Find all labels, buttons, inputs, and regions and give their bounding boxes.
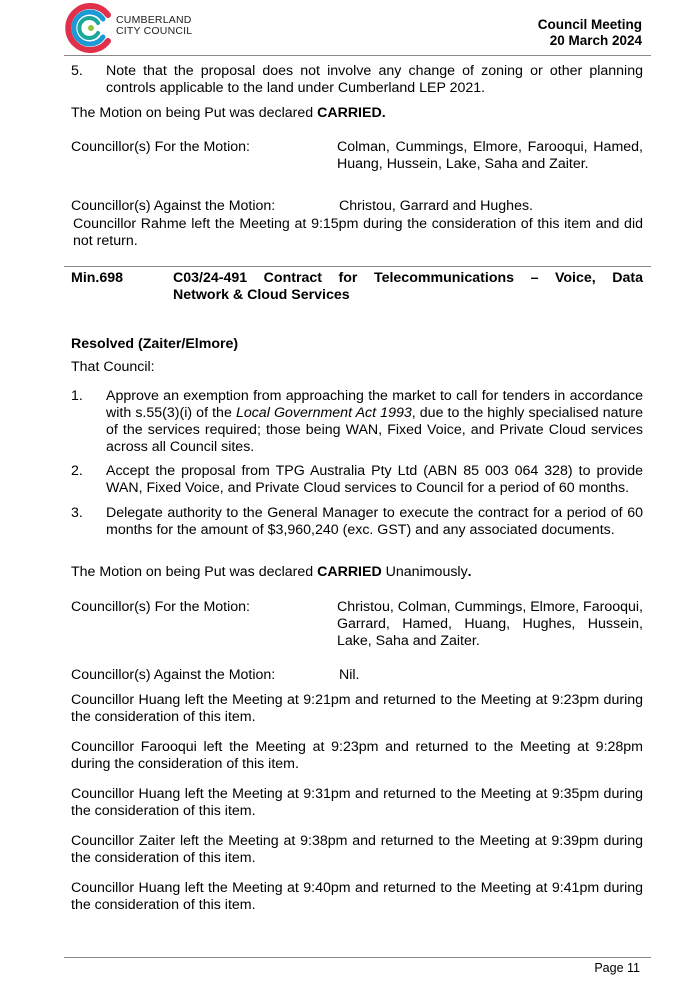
against-motion-names: Nil. [339, 667, 360, 683]
page-number: Page 11 [594, 961, 640, 975]
list-number: 5. [71, 63, 83, 79]
motion-result-suffix: Unanimously [381, 564, 468, 580]
meeting-title: Council Meeting [537, 17, 642, 32]
attendance-note: Councillor Zaiter left the Meeting at 9:38pm and returned to the Meeting at 9:39pm during the consideration of this item. [71, 833, 643, 866]
list-number: 3. [71, 505, 83, 521]
against-motion-label: Councillor(s) Against the Motion: [71, 198, 276, 214]
council-logo-icon [64, 3, 114, 53]
motion-result [71, 105, 386, 122]
against-motion-label: Councillor(s) Against the Motion: [71, 667, 276, 683]
motion-result-end: . [467, 564, 472, 580]
motion-result-prefix: The Motion on being Put was declared [71, 564, 318, 580]
list-number: 2. [71, 463, 83, 479]
list-item-text [106, 388, 643, 456]
that-council: That Council: [71, 359, 155, 375]
motion-result [71, 564, 472, 581]
for-motion-label: Councillor(s) For the Motion: [71, 599, 250, 615]
meeting-date: 20 March 2024 [549, 33, 642, 48]
list-item-text-part: , due to the highly specialised nature of the services required; those being WAN, Fixed Voice, and Private Cloud services across all Council sites. [106, 405, 643, 455]
motion-result-prefix: The Motion on being Put was declared [71, 105, 318, 121]
minute-title-line1: C03/24-491 Contract for Telecommunications – Voice, Data [173, 270, 643, 286]
org-name-line1: CUMBERLAND [116, 14, 192, 26]
list-item-text: Delegate authority to the General Manager to execute the contract for a period of 60 months for the amount of $3,960,240 (exc. GST) and any associated documents. [106, 505, 643, 538]
attendance-note: Councillor Rahme left the Meeting at 9:15pm during the consideration of this item and did not return. [73, 216, 643, 249]
council-logo [64, 3, 194, 53]
section-rule [64, 266, 651, 267]
against-motion-names: Christou, Garrard and Hughes. [339, 198, 533, 214]
for-motion-names: Christou, Colman, Cummings, Elmore, Farooqui, Garrard, Hamed, Huang, Hughes, Hussein, Lake, Saha and Zaiter. [337, 599, 643, 649]
motion-result-status: CARRIED [317, 564, 382, 580]
for-motion-names: Colman, Cummings, Elmore, Farooqui, Hamed, Huang, Hussein, Lake, Saha and Zaiter. [337, 139, 643, 172]
list-number: 1. [71, 388, 83, 404]
attendance-note: Councillor Huang left the Meeting at 9:40pm and returned to the Meeting at 9:41pm during the consideration of this item. [71, 880, 643, 913]
list-item-text-part: Approve an exemption from approaching the market to call for tenders in accordance with s.55(3)(i) of the [106, 388, 643, 421]
footer-rule [64, 957, 651, 958]
list-item-text: Note that the proposal does not involve any change of zoning or other planning controls applicable to the land under Cumberland LEP 2021. [106, 63, 643, 96]
attendance-note: Councillor Huang left the Meeting at 9:31pm and returned to the Meeting at 9:35pm during the consideration of this item. [71, 786, 643, 819]
org-name-line2: CITY COUNCIL [116, 25, 193, 37]
minute-title-line2: Network & Cloud Services [173, 287, 350, 303]
motion-result-status: CARRIED. [317, 105, 386, 121]
list-item-text: Accept the proposal from TPG Australia Pty Ltd (ABN 85 003 064 328) to provide WAN, Fixed Voice, and Private Cloud services to Council for a period of 60 months. [106, 463, 643, 496]
attendance-note: Councillor Farooqui left the Meeting at 9:23pm and returned to the Meeting at 9:28pm during the consideration of this item. [71, 739, 643, 772]
resolved-heading: Resolved (Zaiter/Elmore) [71, 336, 239, 352]
attendance-note: Councillor Huang left the Meeting at 9:21pm and returned to the Meeting at 9:23pm during the consideration of this item. [71, 692, 643, 725]
for-motion-label: Councillor(s) For the Motion: [71, 139, 250, 155]
minute-number: Min.698 [71, 270, 124, 286]
header-rule [64, 55, 651, 56]
act-title: Local Government Act 1993 [235, 405, 412, 421]
